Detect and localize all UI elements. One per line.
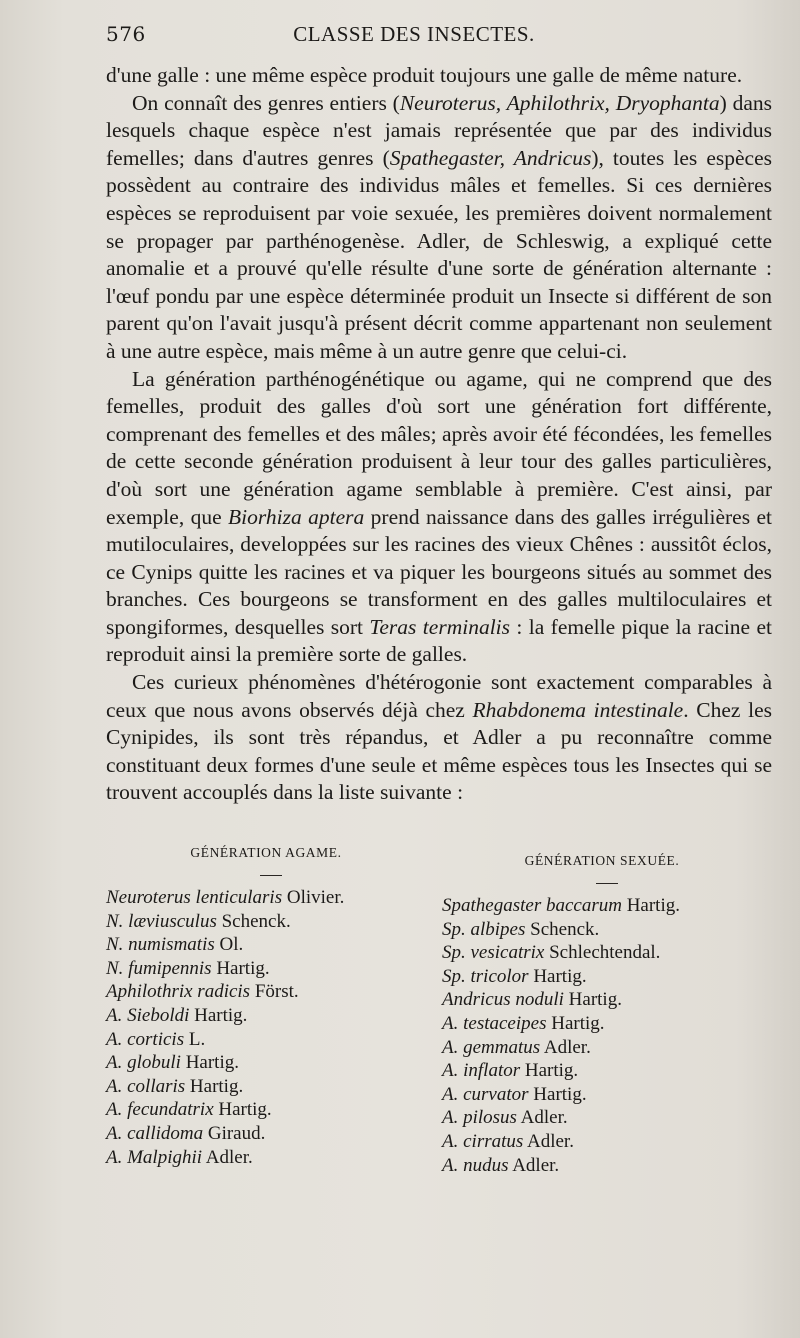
species-name: A. Sieboldi — [106, 1005, 190, 1026]
species-author: Hartig. — [626, 895, 680, 917]
text-run: Ces curieux phénomènes d'hétérogonie sont exactement comparables à ceux que nous avons observés déjà chez — [106, 670, 772, 722]
species-name: A. pilosus — [442, 1107, 517, 1129]
species-entry — [442, 894, 772, 918]
agame-column — [106, 845, 436, 1177]
species-entry — [442, 1059, 772, 1083]
species-entry — [442, 918, 772, 942]
species-name: A. globuli — [106, 1052, 181, 1074]
species-author: Hartig. — [189, 1075, 244, 1097]
species-entry — [106, 1004, 436, 1028]
species-entry — [442, 1083, 772, 1107]
species-name: A. curvator — [442, 1083, 529, 1105]
species-name: N. numismatis — [106, 934, 215, 956]
species-author: Adler. — [543, 1036, 591, 1058]
agame-heading: GÉNÉRATION AGAME. — [190, 845, 342, 861]
text-run: prend naissance dans des galles irrégulières et mutiloculaires, developpées sur les racines des vieux Chênes : aussitôt éclos, ce Cynips quitte les racines et va piquer les bourgeons situés au sommet des branches. Ces bourgeons se transforment en des galles multiloculaires et spongiformes, desquelles sort — [106, 504, 773, 639]
sexuee-list — [442, 894, 772, 1177]
species-name: Spathegaster baccarum — [442, 895, 622, 917]
species-name: N. læviusculus — [106, 910, 217, 932]
species-entry — [442, 965, 772, 989]
species-entry — [106, 1028, 436, 1052]
species-author: Ol. — [219, 934, 244, 956]
species-entry — [106, 1098, 436, 1122]
species-author: Först. — [254, 981, 299, 1003]
species-entry — [442, 1012, 772, 1036]
species-entry — [106, 910, 436, 934]
species-entry — [442, 1036, 772, 1060]
heading-rule — [260, 875, 282, 876]
running-title: CLASSE DES INSECTES. — [293, 22, 535, 46]
species-name: A. gemmatus — [442, 1036, 541, 1058]
agame-list — [106, 886, 436, 1169]
paragraph — [106, 366, 772, 670]
text-run: ), toutes les espèces possèdent au contraire des individus mâles et femelles. Si ces dernières espèces se reproduisent par voie sexuée, les premières doivent normalement se propager par parthénogenèse. Adler, de Schleswig, a expliqué cette anomalie et a prouvé qu'elle résulte d'une sorte de génération alternante : l'œuf pondu par une espèce déterminée produit un Insecte si différent de son parent qu'on l'avait jusqu'à présent décrit comme appartenant non seulement à une autre espèce, mais même à un autre genre que celui-ci. — [106, 145, 772, 363]
species-entry — [442, 1130, 772, 1154]
species-name: A. collaris — [106, 1075, 186, 1097]
species-entry — [106, 1122, 436, 1146]
sexuee-column — [442, 845, 772, 1177]
species-entry — [106, 980, 436, 1004]
species-author: Hartig. — [216, 957, 270, 979]
species-author: Hartig. — [568, 989, 622, 1011]
species-author: Hartig. — [533, 965, 587, 987]
italic-term: Spathegaster, Andricus — [389, 145, 592, 170]
species-entry — [106, 1075, 436, 1099]
text-run: ) dans lesquels chaque espèce n'est jamais représentée que par des individus femelles; dans d'autres genres ( — [106, 90, 772, 170]
species-name: A. Malpighii — [106, 1146, 203, 1168]
italic-term: Biorhiza aptera — [228, 504, 365, 529]
species-entry — [442, 1106, 772, 1130]
species-author: Giraud. — [207, 1122, 266, 1144]
species-entry — [106, 1051, 436, 1075]
species-name: Sp. albipes — [442, 918, 526, 940]
species-entry — [106, 957, 436, 981]
species-author: L. — [188, 1028, 206, 1050]
italic-term: Neuroterus, Aphilothrix, Dryophanta — [399, 90, 720, 115]
species-entry — [442, 988, 772, 1012]
species-name: A. fecundatrix — [106, 1099, 214, 1121]
species-name: Sp. vesicatrix — [442, 942, 545, 964]
species-author: Adler. — [512, 1154, 560, 1176]
species-author: Hartig. — [524, 1060, 579, 1082]
text-run: : la femelle pique la racine et reproduit ainsi la première sorte de galles. — [106, 614, 772, 667]
species-author: Adler. — [526, 1130, 574, 1152]
species-name: Neuroterus lenticularis — [106, 887, 283, 909]
body-text — [106, 62, 772, 807]
text-run: On connaît des genres entiers ( — [132, 90, 400, 115]
species-entry — [106, 933, 436, 957]
text-run: d'une galle : une même espèce produit toujours une galle de même nature. — [106, 63, 743, 87]
species-author: Adler. — [520, 1107, 568, 1129]
paragraph — [106, 62, 772, 90]
species-author: Schenck. — [221, 910, 291, 932]
page-number: 576 — [106, 22, 146, 46]
species-name: A. corticis — [106, 1028, 185, 1050]
species-author: Hartig. — [194, 1005, 248, 1026]
species-name: Aphilothrix radicis — [106, 981, 251, 1003]
italic-term: Rhabdonema intestinale — [472, 697, 684, 722]
text-run: La génération parthénogénétique ou agame, qui ne comprend que des femelles, produit des galles d'où sort une génération fort différente, comprenant des femelles et des mâles; après avoir été fécondées, les femelles de cette seconde génération produisent à leur tour des galles particulières, d'où sort une génération agame semblable à première. C'est ainsi, par exemple, que — [106, 366, 772, 529]
species-author: Hartig. — [533, 1083, 587, 1105]
species-author: Adler. — [205, 1146, 253, 1168]
heading-rule — [596, 883, 618, 884]
species-name: Andricus noduli — [442, 989, 564, 1011]
page-header — [106, 22, 772, 62]
species-entry — [106, 1146, 436, 1170]
species-name: A. testaceipes — [442, 1013, 547, 1034]
species-author: Schlechtendal. — [549, 942, 661, 964]
species-name: A. callidoma — [106, 1122, 204, 1144]
species-entry — [442, 941, 772, 965]
species-author: Hartig. — [218, 1099, 272, 1121]
generation-lists — [106, 845, 772, 1177]
species-entry — [106, 886, 436, 910]
sexuee-heading: GÉNÉRATION SEXUÉE. — [524, 853, 680, 869]
species-author: Olivier. — [286, 887, 345, 909]
italic-term: Teras terminalis — [369, 614, 511, 639]
species-author: Schenck. — [530, 918, 600, 940]
text-run: . Chez les Cynipides, ils sont très répandus, et Adler a pu reconnaître comme constituant deux formes d'une seule et même espèces tous les Insectes qui se trouvent accouplés dans la liste suivante : — [106, 697, 772, 805]
species-name: Sp. tricolor — [442, 965, 529, 987]
species-name: N. fumipennis — [106, 957, 212, 979]
paragraph — [106, 669, 772, 807]
species-name: A. nudus — [442, 1154, 509, 1176]
species-author: Hartig. — [185, 1052, 239, 1074]
paragraph — [106, 90, 772, 366]
species-name: A. cirratus — [442, 1130, 524, 1152]
species-entry — [442, 1154, 772, 1178]
species-name: A. inflator — [442, 1060, 521, 1082]
species-author: Hartig. — [551, 1013, 605, 1034]
